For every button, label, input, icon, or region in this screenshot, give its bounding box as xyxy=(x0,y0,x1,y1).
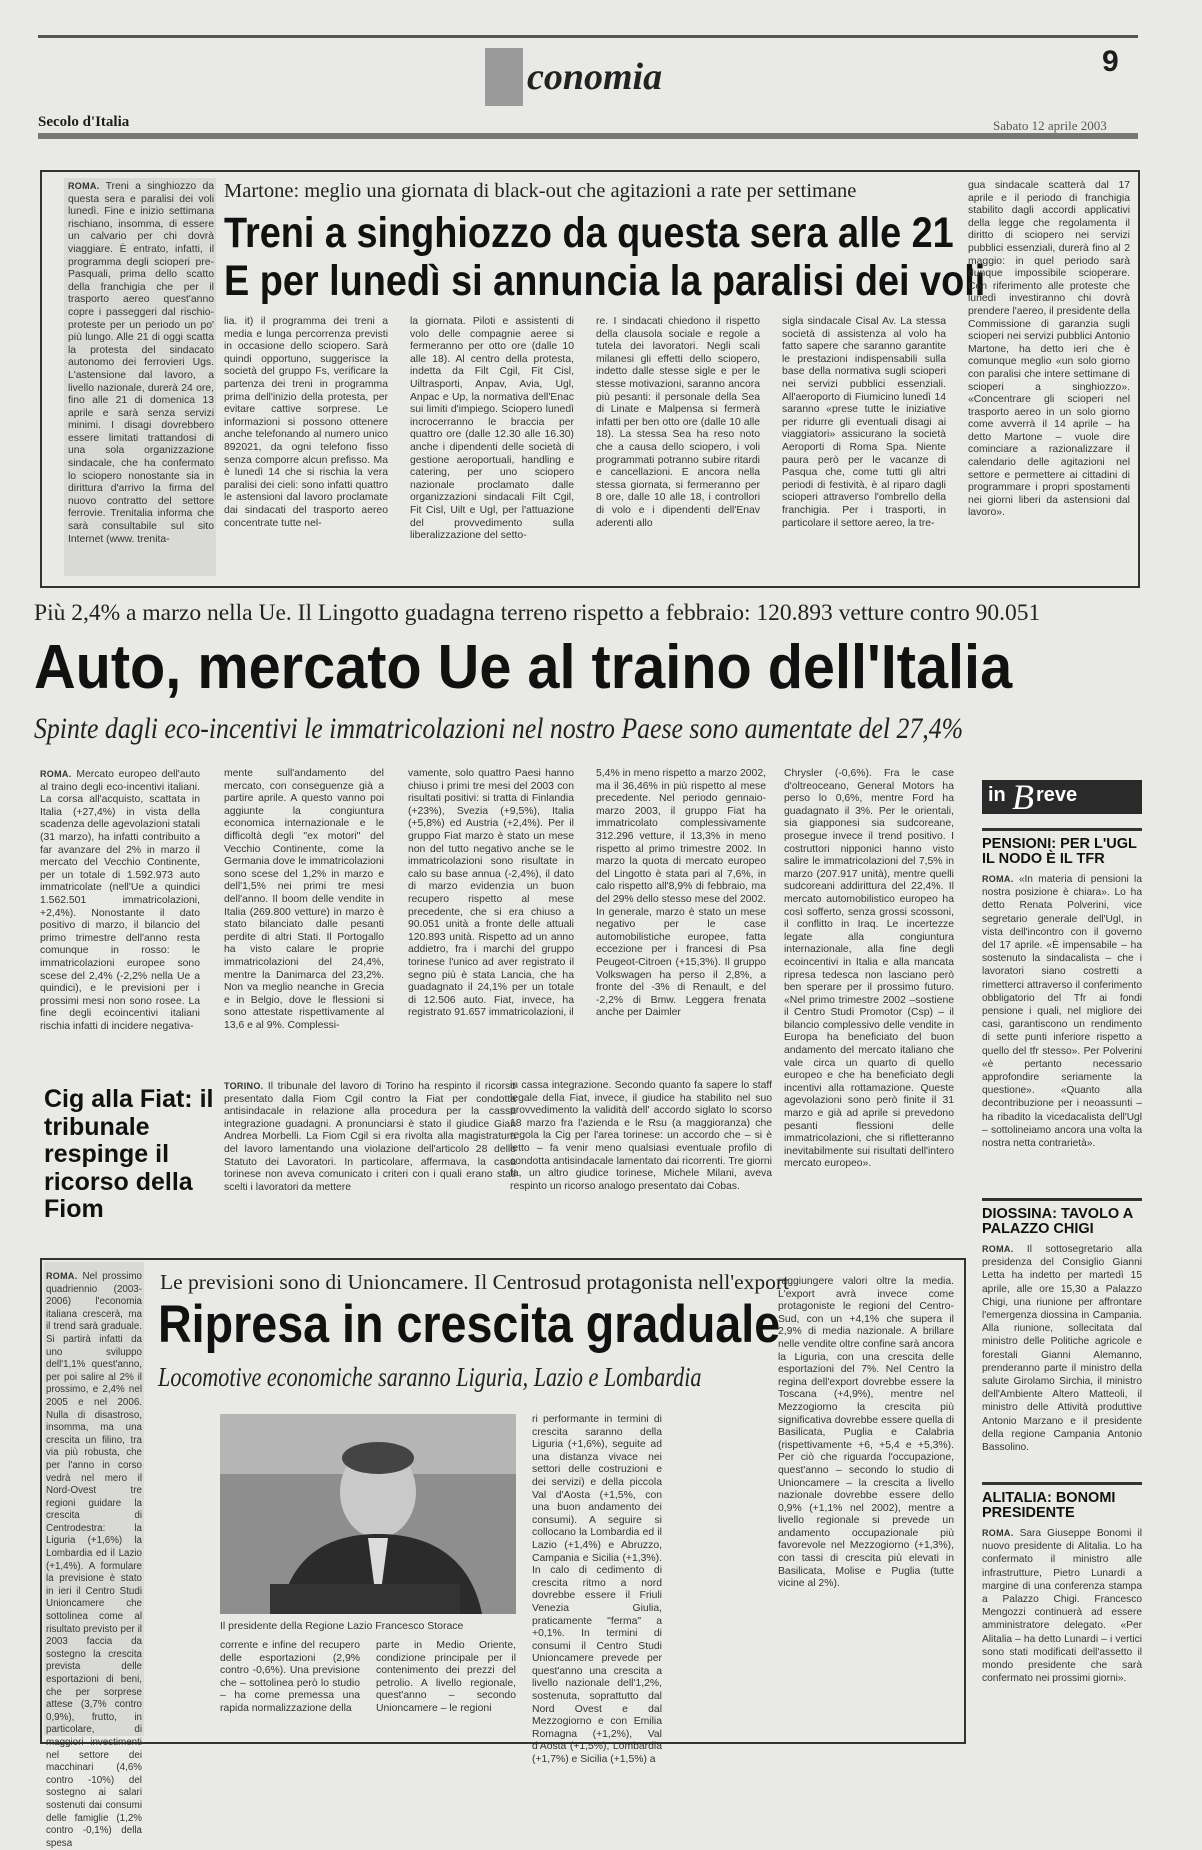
photo-storace xyxy=(220,1414,516,1614)
breve-item-title: PENSIONI: PER L'UGL IL NODO È IL TFR xyxy=(982,836,1137,867)
breve-item-text-wrap xyxy=(982,1243,1142,1454)
issue-date: Sabato 12 aprile 2003 xyxy=(993,118,1107,133)
article-auto-kicker: Più 2,4% a marzo nella Ue. Il Lingotto guadagna terreno rispetto a febbraio: 120.893 vetture contro 90.051 xyxy=(34,600,1041,626)
breve-item-title: DIOSSINA: TAVOLO A PALAZZO CHIGI xyxy=(982,1206,1133,1237)
article-fiat-col-2: in cassa integrazione. Secondo quanto fa sapere lo staff legale della Fiat, invece, il giudice ha stabilito nel suo provvedimento la validità dell' accordo siglato lo scorso 18 marzo fra l'azienda e le Rsu (a maggioranza) che regola la Cig per l'area torinese: un accordo che – si è letto – fa venir meno qualsiasi eventuale profilo di condotta antisindacale lamentato dai ricorrenti. Tre giorni fa, un altro giudice torinese, Michele Milani, aveva respinto un ricorso analogo presentato dai Cobas. xyxy=(510,1080,772,1192)
dateline: TORINO. xyxy=(224,1081,264,1091)
breve-item-pensioni xyxy=(982,828,1142,1150)
section-name: conomia xyxy=(527,56,663,98)
article-ripresa-headline: Ripresa in crescita graduale xyxy=(158,1295,781,1354)
dateline: ROMA. xyxy=(40,769,72,779)
article-auto-headline: Auto, mercato Ue al traino dell'Italia xyxy=(34,633,1013,702)
breve-item-alitalia xyxy=(982,1482,1142,1685)
article-ripresa-col-1 xyxy=(46,1270,142,1849)
breve-logo-in: in xyxy=(988,784,1006,806)
article-treni-intro-text: Treni a singhiozzo da questa sera e paralisi dei voli lunedì. Fine e inizio settimana rischiano, insomma, di essere un calvario per chi dovrà viaggiare. È entrato, infatti, il programma degli scioperi pre-Pasquali, prima dello scatto della franchigia che per il trasporto aereo quest'anno copre i passeggeri dal rischio-proteste per un periodo un po' più lungo. Alle 21 di oggi scatta la protesta del sindacato autonomo dei ferrovieri Ugs. L'astensione dal lavoro, a livello nazionale, durerà 24 ore, fino alle 21 di domenica 13 aprile e sarà senza servizi minimi. I disagi dovrebbero essere limitati trattandosi di una sola organizzazione sindacale, che ha confermato lo sciopero nonostante sia in dirittura d'arrivo la firma del nuovo contratto del settore ferrovie. Trenitalia informa che sarà consultabile sul sito Internet (www. trenita- xyxy=(68,181,214,545)
breve-logo-rest: reve xyxy=(1036,784,1078,806)
article-auto-subhead: Spinte dagli eco-incentivi le immatricolazioni nel nostro Paese sono aumentate del 27,4% xyxy=(34,712,964,745)
article-treni-col-2: lia. it) il programma dei treni a media e lunga percorrenza previsti in occasione dello sciopero. Sarà quindi opportuno, suggerisce la società del gruppo Fs, verificare la partenza dei treni in programma prima dell'inizio della protesta, per evitare cattive sorprese. Le informazioni si possono ottenere anche telefonando al numero unico 892021, da ogni telefono fisso senza comporre alcun prefisso. Ma è lunedì 14 che si rischia la vera paralisi dei cieli: sono infatti quattro le astensioni dal lavoro proclamate dai sindacati del trasporto aereo concentrate tutte nel- xyxy=(224,316,388,529)
article-ripresa-subhead: Locomotive economiche saranno Liguria, Lazio e Lombardia xyxy=(158,1362,702,1392)
breve-item-text-wrap xyxy=(982,1527,1142,1685)
article-auto-col-4: 5,4% in meno rispetto a marzo 2002, ma il 36,46% in più rispetto al mese precedente. Nel periodo gennaio-marzo 2003, il gruppo Fiat ha immatricolato complessivamente 312.296 vetture, il 13,3% in meno rispetto al primo trimestre 2002. In marzo la quota di mercato europeo del Lingotto è stata pari al 7,6%, in calo rispetto all'8,9% di febbraio, ma del 29% dello stesso mese del 2002. In generale, marzo è stato un mese negativo per le case automobilistiche europee, fatta eccezione per i francesi di Psa Peugeot-Citroen (+15,3%). Il gruppo Volkswagen ha perso il 2,8%, a fronte del -3% di Renault, e del -2,2% di Bmw. Leggera frenata anche per Daimler xyxy=(596,768,766,1019)
breve-logo xyxy=(982,777,1142,817)
article-fiat-headline: Cig alla Fiat: il tribunale respinge il ricorso della Fiom xyxy=(44,1085,214,1223)
section-initial: E xyxy=(485,48,523,106)
breve-item-text: Sara Giuseppe Bonomi il nuovo presidente di Alitalia. Lo ha confermato il ministro alle infrastrutture, Pietro Lunardi a margine di una conferenza stampa a Palazzo Chigi. Francesco Mengozzi continuerà ad essere amministratore delegato. «Per Alitalia – ha detto Lunardi – i vertici sono stati modificati dell'assetto il mondo presidente che sarà confermato nei prossimi giorni». xyxy=(982,1528,1142,1685)
breve-item-text: «In materia di pensioni la nostra posizione è chiara». Lo ha detto Renata Polverini, vice segretario generale dell'Ugl, in vista dell'incontro con il governo del 17 aprile. «È impensabile – ha sostenuto la sindacalista – che i lavoratori siano costretti a rimetterci attraverso il conferimento obbligatorio del Tfr ai fondi pensione i quali, nel migliore dei casi, garantiscono un rendimento di sette punti inferiore rispetto a quello del tfr stesso». Per Polverini «è pertanto necessario approfondire seriamente la questione». «Quanto alla decontribuzione per i neoassunti – ha ribadito la vicedacalista dell'Ugl – sottolineiamo ancora una volta la nostra netta contrarietà». xyxy=(982,874,1142,1150)
article-treni-col-6: gua sindacale scatterà dal 17 aprile e il periodo di franchigia stabilito dagli accordi applicativi della legge che regolamenta il diritto di sciopero nei servizi pubblici essenziali, durerà fino al 2 maggio: in quel periodo sarà dunque impossibile scioperare. Con riferimento alle proteste che lunedì investiranno chi dovrà prendere l'aereo, il presidente della Commissione di garanzia sugli scioperi nei servizi pubblici Antonio Martone, ha detto ieri che è comunque meglio «un solo giorno con paralisi che intere settimane di scioperi a singhiozzo». «Concentrare gli scioperi nel trasporto aereo in un solo giorno come avverrà il 14 aprile – ha detto Martone – vuole dire cominciare a razionalizzare il calendario delle agitazioni nel settore e permettere ai cittadini di programmare i propri spostamenti nei giorni liberi da astensioni dal lavoro». xyxy=(968,180,1130,519)
portrait-image xyxy=(220,1414,516,1614)
article-treni-headline-2: E per lunedì si annuncia la paralisi dei voli xyxy=(224,257,986,305)
dateline: ROMA. xyxy=(982,1528,1014,1538)
article-ripresa-col-2: corrente e infine del recupero delle esportazioni (2,9% contro -0,6%). Una previsione che – sottolinea però lo studio – ha come premessa una rapida normalizzazione della xyxy=(220,1640,360,1714)
article-fiat-col-1 xyxy=(224,1080,516,1220)
article-treni-headline-1: Treni a singhiozzo da questa sera alle 21 xyxy=(224,209,954,257)
article-auto-col-5: Chrysler (-0,6%). Fra le case d'oltreoceano, General Motors ha perso lo 0,6%, mentre Ford ha guadagnato il 3%. Per le orientali, sia giapponesi sia sudcoreane, prosegue invece il trend positivo. I costruttori nipponici hanno visto salire le immatricolazioni del 7,5% in marzo (207.917 unità), mentre quelli sudcoreani addirittura del 22,4%. Il mercato automobilistico europeo ha così sofferto, senza grossi scossoni, il conflitto in Iraq. Le incertezze legate alla congiuntura internazionale, alla fine degli ecoincentivi in Italia e alla mancata ripresa tedesca non lasciano però ben sperare per il prossimo futuro. «Nel primo trimestre 2002 –sostiene il Centro Studi Promotor (Csp) – il bilancio complessivo delle vendite in Europa ha beneficiato del buon andamento del mercato italiano che vale circa un quarto di quello europeo e che ha beneficiato degli incentivi alla rottamazione. Queste agevolazioni sono però finite il 31 marzo e già ad aprile si prevedono pesanti flessioni delle immatricolazioni, che si rifletteranno inevitabilmente sui risultati dell'intero mercato europeo». xyxy=(784,768,954,1170)
article-treni-col-4: re. I sindacati chiedono il rispetto della clausola sociale e regole a tutela dei lavoratori. Negli scali milanesi gli effetti dello sciopero, indetto dalle stesse sigle e per le stesse motivazioni, saranno ancora più pesanti: il personale della Sea di Linate e Malpensa si fermerà infatti per ben otto ore (dalle 10 alle 18). La stessa Sea ha reso noto che a causa dello sciopero, i voli programmati potranno subire ritardi e cancellazioni. E ancora nella stessa giornata, si fermeranno per 8 ore, dalle 10 alle 18, i controllori di volo e i dipendenti dell'Enav aderenti allo xyxy=(596,316,760,529)
breve-item-diossina xyxy=(982,1198,1142,1454)
breve-item-text: Il sottosegretario alla presidenza del Consiglio Gianni Letta ha indetto per martedì 15 aprile, alle ore 15,30 a Palazzo Chigi, una riunione per affrontare l'emergenza diossina in Campania. Alla riunione, sollecitata dal ministro delle Politiche agricole e forestali Gianni Alemanno, prenderanno parte il ministro della salute Girolamo Sirchia, il ministro dell'Ambiente Altero Matteoli, il ministro delle Attività produttive Antonio Marzano e il presidente della regione Campania Antonio Bassolino. xyxy=(982,1244,1142,1454)
header-rule xyxy=(38,133,1138,139)
article-treni-kicker: Martone: meglio una giornata di black-out che agitazioni a rate per settimane xyxy=(224,180,857,202)
top-rule xyxy=(38,35,1138,38)
section-title xyxy=(485,48,662,106)
dateline: ROMA. xyxy=(982,1244,1014,1254)
article-auto-col-1 xyxy=(40,768,201,1032)
article-treni-col-5: sigla sindacale Cisal Av. La stessa società di assistenza al volo ha fatto sapere che saranno garantite le prestazioni indispensabili sulla base della normativa sugli scioperi nei servizi pubblici essenziali. All'aeroporto di Fiumicino lunedì 14 saranno «prese tutte le iniziative per ridurre gli eventuali disagi ai viaggiatori» assicurano la società Aeroporti di Roma Spa. Niente paura però per le vacanze di Pasqua che, come tutti gli altri periodi di festività, è al riparo dagli scioperi attraverso l'ombrello della franchigia. Per i trasporti, in particolare il settore aereo, la tre- xyxy=(782,316,946,529)
dateline: ROMA. xyxy=(982,874,1014,884)
article-auto-col-3: vamente, solo quattro Paesi hanno chiuso i primi tre mesi del 2003 con risultati positivi: si tratta di Finlandia (+23%), Svezia (+9,5%), Italia (+5,8%) ed Austria (+2,4%). Per il gruppo Fiat marzo è stato un mese non del tutto negativo anche se le immatricolazioni sono risultate in calo su base annua (-2,4%), il dato di marzo evidenzia un buon recupero rispetto al mese precedente, che si era chiuso a 90.051 unità a fronte delle attuali 120.893 unità. Rispetto ad un anno addietro, fra i marchi del gruppo torinese l'unico ad aver registrato il segno più è stata Lancia, che ha guadagnato il 24,1% per un totale di 12.506 auto. Fiat, invece, ha registrato 91.657 immatricolazioni, il xyxy=(408,768,574,1019)
article-treni-col-3: la giornata. Piloti e assistenti di volo delle compagnie aeree si fermeranno per otto ore (dalle 10 alle 18). Al centro della protesta, indetta da Filt Cgil, Fit Cisl, Uiltrasporti, Anpav, Avia, Ugl, Anpac e Up, la normativa dell'Enac sui limiti d'impiego. Sciopero lunedì incrocerranno le braccia per quattro ore (dalle 12.30 alle 16.30) anche i dipendenti delle società di gestione aeroportuali, handling e catering, per uno sciopero nazionale proclamato dalle organizzazioni sindacali Filt Cgil, Fit Cisl, Uilt e Ugl, per l'attuazione del provvedimento sulla liberalizzazione del setto- xyxy=(410,316,574,542)
breve-rule xyxy=(982,1482,1142,1485)
article-ripresa-col-4: ri performante in termini di crescita saranno della Liguria (+1,6%), seguite ad una distanza vivace nei settori delle costruzioni e dei servizi) e della piccola Val d'Aosta (+1,5%, con una buon andamento dei consumi). A seguire si collocano la Lombardia ed il Lazio (+1,4%) e Abruzzo, Campania e Sicilia (+1,3%). In calo di cedimento di crescita ritmo a nord dovrebbe essere il Friuli Venezia Giulia, praticamente "ferma" a +0,1%. In termini di consumi il Centro Studi Unioncamere prevede per quest'anno una crescita a livello nazionale dell'1,2%, sostenuta, soprattutto dal Nord Ovest e dal Mezzogiorno e con Emilia Romagna (+1,2%), Val d'Aosta (+1,5%), Lombardia (+1,7%) e Sicilia (+1,5%) a xyxy=(532,1414,662,1766)
article-ripresa-col-3: parte in Medio Oriente, condizione principale per il contenimento dei prezzi del petrolio. A livello regionale, quest'anno – secondo Unioncamere – le regioni xyxy=(376,1640,516,1714)
photo-caption: Il presidente della Regione Lazio Francesco Storace xyxy=(220,1620,464,1632)
breve-item-text-wrap xyxy=(982,873,1142,1150)
breve-rule xyxy=(982,1198,1142,1201)
article-ripresa-kicker: Le previsioni sono di Unioncamere. Il Centrosud protagonista nell'export xyxy=(160,1270,790,1294)
article-treni-intro xyxy=(68,180,214,574)
article-ripresa-col-5: raggiungere valori oltre la media. L'export avrà invece come protagoniste le regioni del Centro-Sud, con un +4,1% che supera il 2,9% di media nazionale. A brillare nelle vendite oltre confine sarà ancora la Liguria, con una crescita delle esportazioni del 7%. Nel Centro la regina dell'export dovrebbe essere la Toscana (+4,9%), mentre nel Mezzogiorno la crescita più significativa dovrebbe essere quella di Basilicata, Puglia e Calabria (rispettivamente +6, +5,4 e +5,3%). Per ciò che riguarda l'occupazione, quest'anno – secondo lo studio di Unioncamere – la crescita a livello nazionale dovrebbe essere dello 0,9% (+1,1% nel 2002), mentre a livello regionale si prevede un andamento occupazionale più favorevole nel Mezzogiorno (+1,3%), con tassi di crescita più elevati in Basilicata, Molise e Puglia (tutte vicine al 2%). xyxy=(778,1276,954,1590)
dateline: ROMA. xyxy=(46,1271,78,1281)
breve-logo-b: B xyxy=(1012,777,1034,817)
page-number: 9 xyxy=(1102,45,1119,78)
article-ripresa-col-1-text: Nel prossimo quadriennio (2003-2006) l'economia italiana crescerà, ma il trend sarà graduale. Si partirà infatti da uno sviluppo dell'1,1% quest'anno, per poi salire al 2% il prossimo, e 2,4% nel 2005 e nel 2006. Nulla di disastroso, insomma, ma una crescita un filino, tra via più robusta, che per l'anno in corso vedrà nel mero il Nord-Ovest tre regioni guidare la crescita di Centrodestra: la Liguria (+1,6%) la Lombardia ed il Lazio (+1,4%). A formulare la previsione è stato in ieri il Centro Studi Unioncamere che sottolinea come al risultato previsto per il 2003 faccia da sostegno la crescita prevista delle esportazioni di beni, che per sorprese attese (3,7% contro 0,9%), frutto, in particolare, di maggiori investimenti nel settore dei macchinari (4,6% contro -10%) del sostegno ai salari sostenuti dai consumi delle famiglie (1,2% contro -0,1%) della spesa xyxy=(46,1271,142,1849)
article-auto-col-2: mente sull'andamento del mercato, con conseguenze già a partire aprile. A questo vanno poi aggiunte la congiuntura economica internazionale e le difficoltà degli "ex motori" del Vecchio Continente, come la Germania dove le immatricolazioni sono scese del 1,2% in marzo e dell'1,5% nei primi tre mesi dell'anno. Il boom delle vendite in Italia (269.800 vetture) in marzo è stato bilanciato dalle pesanti perdite di altri Stati. Il Portogallo ha visto calare le proprie immatricolazioni del 24,4%, mentre la Danimarca del 23,2%. Non va meglio neanche in Grecia e in Belgio, dove le flessioni si sono attestate rispettivamente al 13,6 e al 9%. Complessi- xyxy=(224,768,384,1031)
article-auto-col-1-text: Mercato europeo dell'auto al traino degli eco-incentivi italiani. La corsa all'acquisto, scattata in Italia (+27,4%) in vista della scadenza delle agevolazioni statali (31 marzo), ha infatti contribuito a far avanzare del 2% in marzo il mercato del Vecchio Continente, per un totale di 1.592.973 auto immatricolate (nell'Ue a quindici 1.562.501 immatricolazioni, +2,4%). Nonostante il dato positivo di marzo, il bilancio del primo trimestre dell'anno resta comunque in rosso: le immatricolazioni europee sono scese del 2,4% (-2,2% nella Ue a quindici), e le previsioni per i prossimi mesi non sono rosee. La fine degli ecoincentivi italiani rischia infatti di incidere negativa- xyxy=(40,769,201,1032)
breve-rule xyxy=(982,828,1142,831)
article-fiat-col-1-text: Il tribunale del lavoro di Torino ha respinto il ricorso presentato dalla Fiom Cgil contro la Fiat per condotta antisindacale in relazione alla procedura per la cassa integrazione guadagni. A pronunciarsi è stato il giudice Gian Andrea Morbelli. La Fiom Cgil si era rivolta alla magistratura del lavoro lamentando una violazione dell'articolo 28 dello Statuto dei Lavoratori. In particolare, affermava, la casa torinese non aveva comunicato i criteri con i quali erano stati scelti i lavoratori da mettere xyxy=(224,1081,516,1193)
dateline: ROMA. xyxy=(68,181,100,191)
newspaper-name: Secolo d'Italia xyxy=(38,114,130,130)
breve-item-title: ALITALIA: BONOMI PRESIDENTE xyxy=(982,1490,1116,1521)
